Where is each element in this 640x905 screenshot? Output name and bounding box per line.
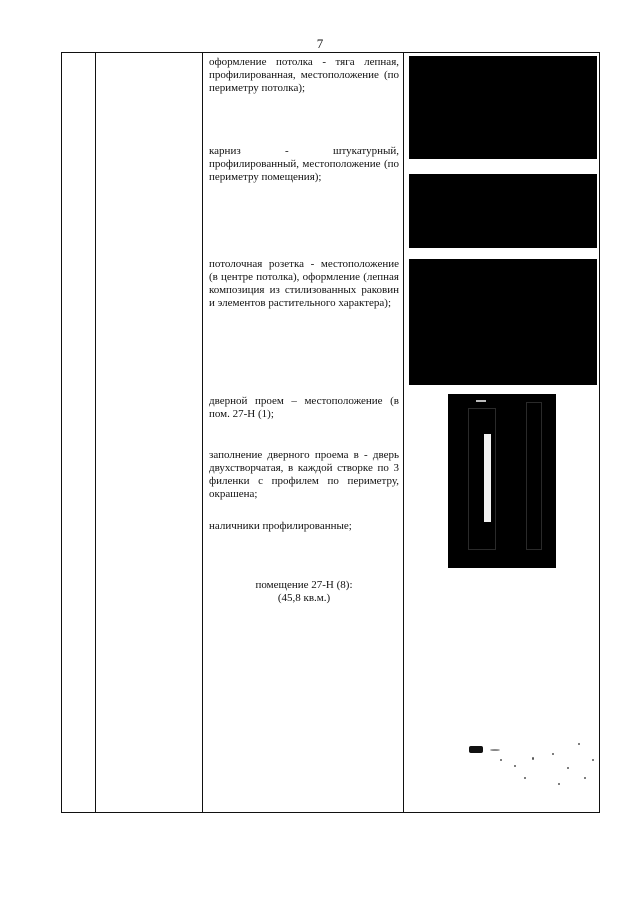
entry-ceiling-molding: оформление потолка - тяга лепная, профилированная, местоположение (по периметру потолка); <box>209 56 399 94</box>
speck <box>524 777 526 779</box>
door-leaf-highlight <box>484 434 491 522</box>
stamp-mark <box>469 746 483 753</box>
photo-ceiling-rosette <box>409 259 597 385</box>
speck <box>584 777 586 779</box>
door-frame-left <box>468 408 496 550</box>
column-divider-3 <box>403 53 404 812</box>
speck <box>500 759 502 761</box>
speck <box>490 749 500 751</box>
door-top-mark <box>476 400 486 402</box>
door-frame-right <box>526 402 542 550</box>
speck <box>567 767 569 769</box>
entry-ceiling-rosette: потолочная розетка - местоположение (в центре потолка), оформление (лепная композиция из стилизованных раковин и элементов растительного характера); <box>209 258 399 309</box>
entry-doorway: дверной проем – местоположение (в пом. 27-Н (1); <box>209 395 399 420</box>
speck <box>514 765 516 767</box>
entry-door-casings: наличники профилированные; <box>209 520 352 532</box>
column-divider-1 <box>95 53 96 812</box>
column-divider-2 <box>202 53 203 812</box>
entry-cornice: карниз - штукатурный, профилированный, местоположение (по периметру помещения); <box>209 145 399 183</box>
speck <box>558 783 560 785</box>
page-number: 7 <box>316 36 324 51</box>
room-title: помещение 27-Н (8): <box>255 579 353 591</box>
photo-ceiling-molding <box>409 56 597 159</box>
entry-door-filling: заполнение дверного проема в - дверь двухстворчатая, в каждой створке по 3 филенки с профилем по периметру, окрашена; <box>209 449 399 500</box>
photo-doorway <box>448 394 556 568</box>
speck <box>532 757 534 760</box>
room-area: (45,8 кв.м.) <box>277 592 331 604</box>
photo-cornice <box>409 174 597 248</box>
inventory-table <box>61 52 600 813</box>
speck <box>578 743 580 745</box>
speck <box>592 759 594 761</box>
speck <box>552 753 554 755</box>
